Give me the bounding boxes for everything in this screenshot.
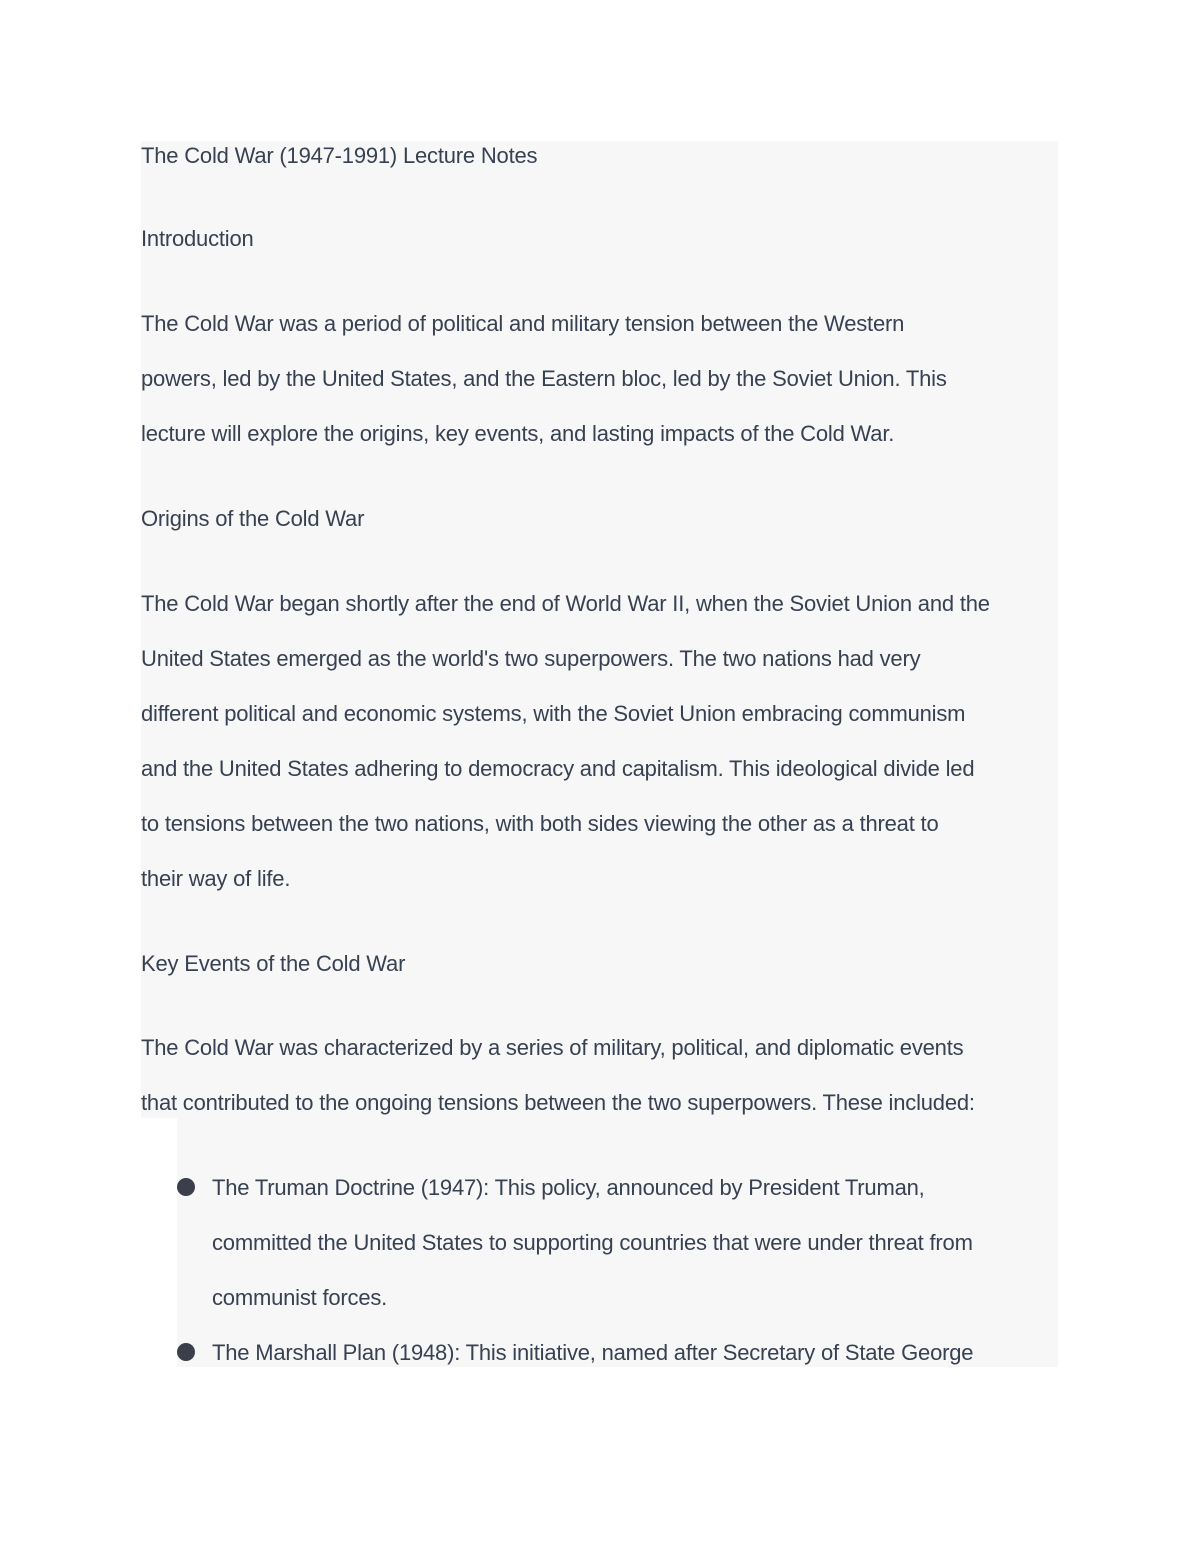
list-item-text [212,1160,1058,1325]
paragraph-line: The Cold War began shortly after the end of World War II, when the Soviet Union and the [141,591,990,616]
paragraph-line: The Cold War was a period of political and military tension between the Western [141,311,905,336]
paragraph-line: United States emerged as the world's two superpowers. The two nations had very [141,646,921,671]
list-item-line: communist forces. [212,1285,388,1310]
bullet-icon [177,1178,195,1196]
origins-paragraph [141,576,1058,906]
introduction-paragraph [141,296,1058,461]
document-title: The Cold War (1947-1991) Lecture Notes [141,143,538,168]
paragraph-line: that contributed to the ongoing tensions between the two superpowers. These included: [141,1090,975,1115]
list-indent-margin [141,1118,177,1367]
paragraph-line: to tensions between the two nations, with both sides viewing the other as a threat to [141,811,939,836]
paragraph-line: different political and economic systems, with the Soviet Union embracing communism [141,701,966,726]
events-paragraph [141,1020,1058,1130]
paragraph-line: lecture will explore the origins, key events, and lasting impacts of the Cold War. [141,421,895,446]
list-item-line: The Truman Doctrine (1947): This policy, announced by President Truman, [212,1175,925,1200]
list-item-line: committed the United States to supporting countries that were under threat from [212,1230,973,1255]
introduction-heading: Introduction [141,226,254,251]
document-body [141,141,1058,1367]
paragraph-line: their way of life. [141,866,291,891]
paragraph-line: The Cold War was characterized by a series of military, political, and diplomatic events [141,1035,964,1060]
paragraph-line: powers, led by the United States, and the Eastern bloc, led by the Soviet Union. This [141,366,947,391]
list-item-text [212,1325,1058,1380]
bullet-icon [177,1343,195,1361]
list-item-line: The Marshall Plan (1948): This initiative, named after Secretary of State George [212,1340,974,1365]
origins-heading: Origins of the Cold War [141,506,365,531]
events-heading: Key Events of the Cold War [141,951,406,976]
paragraph-line: and the United States adhering to democracy and capitalism. This ideological divide led [141,756,975,781]
